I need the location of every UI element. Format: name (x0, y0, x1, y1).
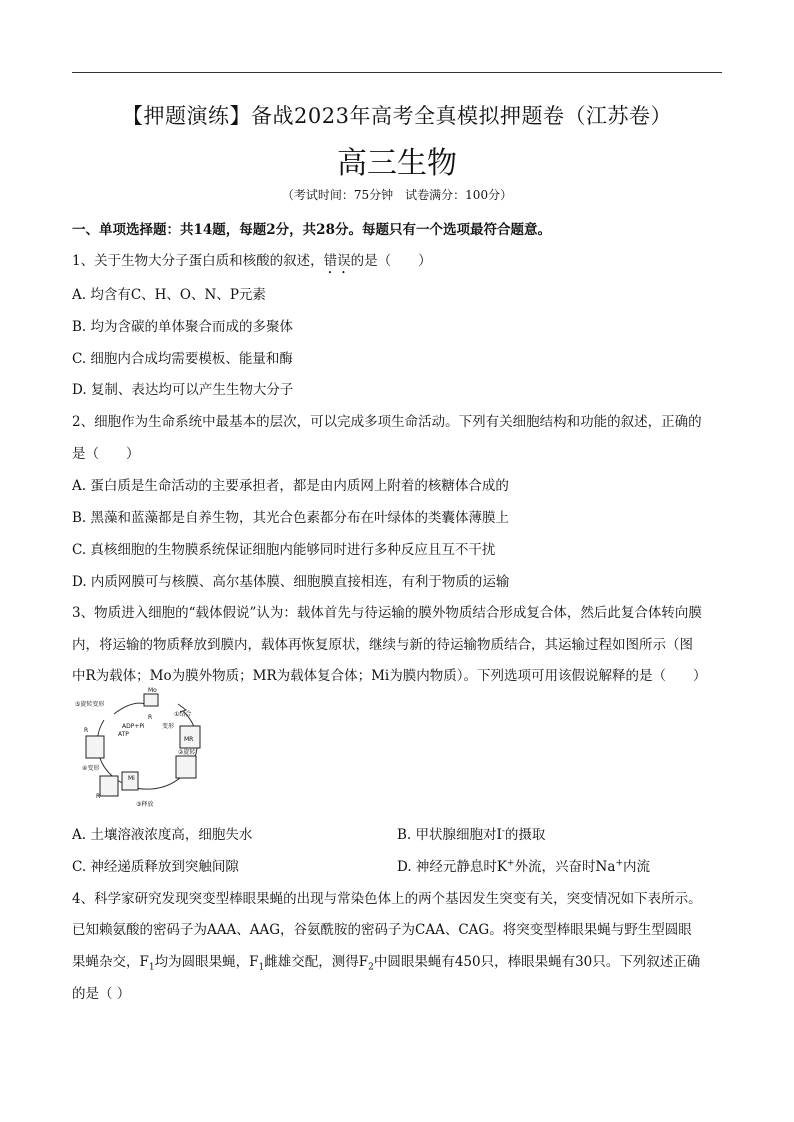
cycle-arrow-top (114, 703, 146, 714)
carrier-top-shape (144, 694, 158, 706)
label-step3: ③释放 (136, 801, 154, 808)
carrier-cycle-diagram (74, 686, 214, 811)
emphasis-word: 错误 (323, 253, 351, 269)
label-step5: ⑤旋转变形 (75, 701, 105, 708)
q1-option-d: D. 复制、表达均可以产生生物大分子 (72, 382, 294, 398)
header-rule (72, 72, 722, 73)
question-4-stem-line2: 已知赖氨酸的密码子为AAA、AAG，谷氨酰胺的密码子为CAA、CAG。将突变型棒眼果蝇与野生型圆眼 (72, 922, 692, 938)
q2-option-b: B. 黑藻和蓝藻都是自养生物，其光合色素都分布在叶绿体的类囊体薄膜上 (72, 510, 510, 526)
q2-option-a: A. 蛋白质是生命活动的主要承担者，都是由内质网上附着的核糖体合成的 (72, 478, 509, 494)
question-4-stem-line1: 4、科学家研究发现突变型棒眼果蝇的出现与常染色体上的两个基因发生突变有关，突变情况如下表所示。 (72, 891, 702, 907)
q1-option-a: A. 均含有C、H、O、N、P元素 (72, 287, 266, 303)
label-r-left: R (84, 727, 89, 734)
question-4-stem-line3: 果蝇杂交，$F_1$均为圆眼果蝇，$F_1$雌雄交配，测得$F_2$中圆眼果蝇有450只，棒眼果蝇有30只。下列叙述正确 (72, 954, 701, 973)
q3-option-a: A. 土壤溶液浓度高，细胞失水 (72, 827, 253, 843)
section-heading: 一、单项选择题：共14题，每题2分，共28分。每题只有一个选项最符合题意。 (72, 222, 551, 238)
carrier-bottom-shape (100, 776, 118, 796)
exam-info: （考试时间：75分钟 试卷满分：100分） (281, 188, 513, 202)
label-step4: ④变形 (82, 765, 100, 772)
q3-option-c: C. 神经递质释放到突触间隙 (72, 859, 239, 875)
label-adp: ADP+Pi (122, 723, 145, 730)
label-step1: ①结合 (174, 711, 192, 718)
label-change: 变形 (162, 723, 175, 730)
q2-option-c: C. 真核细胞的生物膜系统保证细胞内能够同时进行多种反应且互不干扰 (72, 542, 496, 558)
label-mi: Mi (128, 775, 135, 782)
q3-option-d: D. 神经元静息时K+外流，兴奋时Na+内流 (397, 858, 650, 875)
q1-option-c: C. 细胞内合成均需要模板、能量和酶 (72, 351, 293, 367)
carrier-left-shape (86, 736, 104, 758)
question-2-stem-line2: 是（ ） (72, 446, 140, 462)
label-step2: ②旋转 (178, 749, 196, 756)
q2-option-d: D. 内质网膜可与核膜、高尔基体膜、细胞膜直接相连，有利于物质的运输 (72, 574, 510, 590)
label-r-top: R (148, 714, 153, 721)
label-r-bottom: R (96, 793, 101, 800)
question-2-stem-line1: 2、细胞作为生命系统中最基本的层次，可以完成多项生命活动。下列有关细胞结构和功能的叙述，正确的 (72, 414, 702, 430)
subject-title: 高三生物 (337, 146, 457, 181)
label-atp: ATP (118, 731, 129, 738)
label-mo: Mo (148, 687, 157, 694)
question-3-stem-line2: 内，将运输的物质释放到膜内，载体再恢复原状，继续与新的待运输物质结合，其运输过程如图所示（图 (72, 637, 693, 653)
question-4-stem-line4: 的是（ ） (72, 986, 131, 1002)
question-3-stem-line3: 中R为载体；Mo为膜外物质；MR为载体复合体；Mi为膜内物质）。下列选项可用该假说解释的是（ ） (72, 668, 707, 684)
q1-option-b: B. 均为含碳的单体聚合而成的多聚体 (72, 319, 294, 335)
question-3-stem-line1: 3、物质进入细胞的“载体假说”认为：载体首先与待运输的膜外物质结合形成复合体，然后此复合体转向膜 (72, 605, 702, 621)
carrier-rotated-shape (176, 756, 196, 778)
q3-option-b: B. 甲状腺细胞对I-的摄取 (397, 826, 546, 843)
question-1-stem: 1、关于生物大分子蛋白质和核酸的叙述，错误的是（ ） (72, 253, 432, 269)
label-mr: MR (184, 736, 194, 743)
paper-title: 【押题演练】备战2023年高考全真模拟押题卷（江苏卷） (122, 104, 672, 128)
